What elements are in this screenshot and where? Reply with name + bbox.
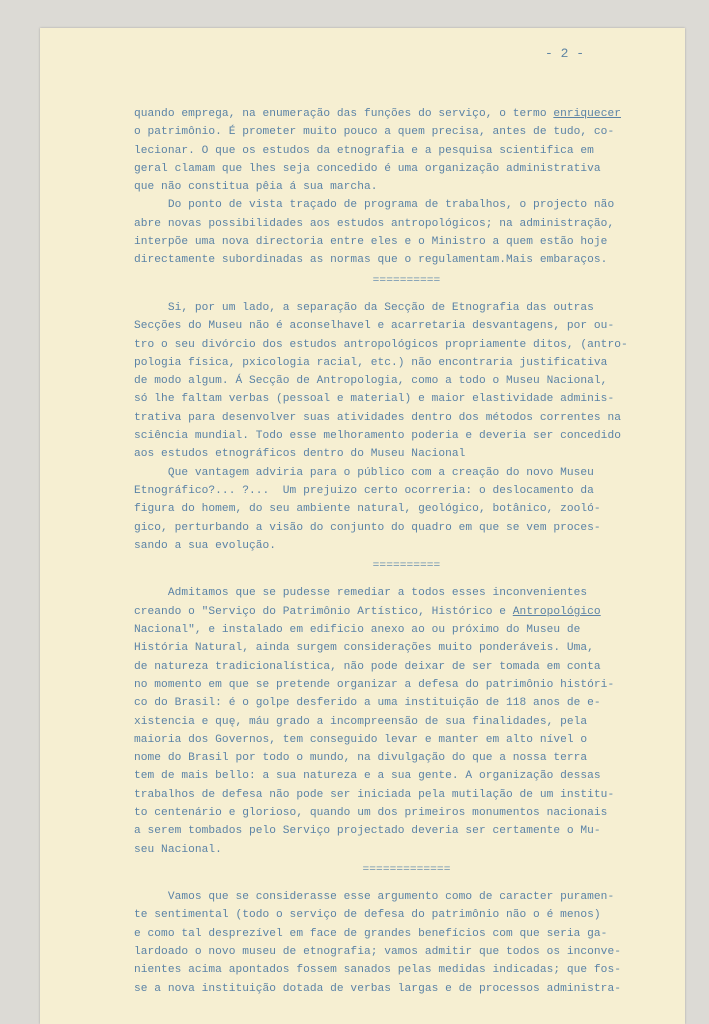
- text-run: que não constitua pêia á sua marcha.: [134, 181, 378, 194]
- text-line: [134, 537, 679, 555]
- text-line: [134, 251, 679, 269]
- text-run: e como tal desprezível em face de grandes benefícios com que seria ga-: [134, 927, 608, 940]
- paragraph: [134, 196, 679, 269]
- text-run: de modo algum. Á Secção de Antropologia, como a todo o Museu Nacional,: [134, 375, 608, 388]
- text-line: [134, 105, 679, 123]
- text-run: Que vantagem adviria para o público com a creação do novo Museu: [134, 466, 594, 479]
- text-run: interpõe uma nova directoria entre eles e o Ministro a quem estão hoje: [134, 236, 608, 249]
- text-run: te sentimental (todo o serviço de defesa do patrimônio não o é menos): [134, 909, 601, 922]
- text-run: co do Brasil: é o golpe desferido a uma instituição de 118 anos de e-: [134, 697, 601, 710]
- text-line: [134, 621, 679, 639]
- text-line: [134, 943, 679, 961]
- text-line: [134, 142, 679, 160]
- text-run: no momento em que se pretende organizar a defesa do patrimônio históri-: [134, 678, 615, 691]
- text-run: seu Nacional.: [134, 843, 222, 856]
- text-run: de natureza tradicionalística, não pode deixar de ser tomada em conta: [134, 660, 601, 673]
- text-run: a serem tombados pelo Serviço projectado deveria ser certamente o Mu-: [134, 825, 601, 838]
- page-number: - 2 -: [545, 46, 585, 61]
- text-run: se a nova instituição dotada de verbas largas e de processos administra-: [134, 982, 621, 995]
- text-run: figura do homem, do seu ambiente natural, geológico, botânico, zooló-: [134, 503, 601, 516]
- text-run: gico, perturbando a visão do conjunto do quadro em que se vem proces-: [134, 521, 601, 534]
- text-run: lardoado o novo museu de etnografia; vamos admitir que todos os inconve-: [134, 946, 621, 959]
- text-run: Do ponto de vista traçado de programa de trabalhos, o projecto não: [134, 199, 615, 212]
- document-body: [134, 105, 679, 998]
- text-line: [134, 123, 679, 141]
- text-run: geral clamam que lhes seja concedido é uma organização administrativa: [134, 162, 601, 175]
- text-line: [134, 519, 679, 537]
- separator-marks: =============: [362, 863, 451, 876]
- text-run: lecionar. O que os estudos da etnografia e a pesquisa scientifica em: [134, 144, 594, 157]
- text-line: [134, 482, 679, 500]
- text-run: xistencia e quę, máu grado a incompreensão de sua finalidades, pela: [134, 715, 588, 728]
- text-line: [134, 354, 679, 372]
- separator-marks: ==========: [372, 274, 441, 287]
- text-line: [134, 233, 679, 251]
- text-line: [134, 409, 679, 427]
- text-line: [134, 317, 679, 335]
- text-line: [134, 888, 679, 906]
- underlined-word: Antropológico: [512, 605, 601, 618]
- text-run: creando o "Serviço do Patrimônio Artístico, Histórico e: [134, 605, 513, 618]
- text-line: [134, 215, 679, 233]
- paragraph: [134, 105, 679, 196]
- text-run: nome do Brasil por todo o mundo, na divulgação do que a nossa terra: [134, 752, 588, 765]
- text-line: [134, 980, 679, 998]
- text-line: [134, 841, 679, 859]
- separator-rule: [134, 272, 679, 290]
- text-line: [134, 767, 679, 785]
- text-run: Admitamos que se pudesse remediar a todos esses inconvenientes: [134, 587, 588, 600]
- text-line: [134, 676, 679, 694]
- text-line: [134, 906, 679, 924]
- text-line: [134, 822, 679, 840]
- text-run: Vamos que se considerasse esse argumento como de caracter puramen-: [134, 891, 615, 904]
- text-line: [134, 749, 679, 767]
- text-line: [134, 196, 679, 214]
- text-line: [134, 299, 679, 317]
- text-line: [134, 804, 679, 822]
- text-run: to centenário e glorioso, quando um dos primeiros monumentos nacionais: [134, 806, 608, 819]
- underlined-word: enriquecer: [553, 108, 621, 120]
- text-line: [134, 336, 679, 354]
- text-run: Nacional", e instalado em edificio anexo ao ou próximo do Museu de: [134, 624, 581, 637]
- text-run: nientes acima apontados fossem sanados pelas medidas indicadas; que fos-: [134, 964, 621, 977]
- text-line: [134, 961, 679, 979]
- text-line: [134, 372, 679, 390]
- text-run: o patrimônio. É prometer muito pouco a quem precisa, antes de tudo, co-: [134, 126, 615, 139]
- separator-rule: [134, 861, 679, 879]
- text-line: [134, 500, 679, 518]
- text-run: Si, por um lado, a separação da Secção de Etnografia das outras: [134, 301, 594, 314]
- text-line: [134, 390, 679, 408]
- paragraph: [134, 584, 679, 858]
- text-line: [134, 658, 679, 676]
- text-line: [134, 694, 679, 712]
- text-line: [134, 713, 679, 731]
- text-run: sciência mundial. Todo esse melhoramento poderia e deveria ser concedido: [134, 430, 621, 443]
- text-run: trabalhos de defesa não pode ser iniciada pela mutilação de um institu-: [134, 788, 615, 801]
- text-line: [134, 639, 679, 657]
- text-run: Etnográfico?... ?... Um prejuizo certo ocorreria: o deslocamento da: [134, 484, 594, 497]
- paragraph: [134, 299, 679, 555]
- text-line: [134, 464, 679, 482]
- text-run: Secções do Museu não é aconselhavel e acarretaria desvantagens, por ou-: [134, 320, 615, 333]
- text-run: tem de mais bello: a sua natureza e a sua gente. A organização dessas: [134, 770, 601, 783]
- text-line: [134, 445, 679, 463]
- text-run: aos estudos etnográficos dentro do Museu Nacional: [134, 448, 466, 461]
- text-line: [134, 603, 679, 621]
- text-run: maioria dos Governos, tem conseguido levar e manter em alto nível o: [134, 733, 588, 746]
- separator-marks: ==========: [372, 560, 441, 573]
- text-run: pologia física, pxicologia racial, etc.) não encontraria justificativa: [134, 356, 608, 369]
- separator-rule: [134, 557, 679, 575]
- text-run: História Natural, ainda surgem considerações muito ponderáveis. Uma,: [134, 642, 594, 655]
- text-run: sando a sua evolução.: [134, 539, 277, 552]
- text-line: [134, 178, 679, 196]
- paragraph: [134, 888, 679, 998]
- text-run: trativa para desenvolver suas atividades dentro dos métodos correntes na: [134, 411, 621, 424]
- text-run: abre novas possibilidades aos estudos antropológicos; na administração,: [134, 217, 615, 230]
- text-line: [134, 160, 679, 178]
- text-run: directamente subordinadas as normas que o regulamentam.Mais embaraços.: [134, 254, 608, 267]
- text-line: [134, 925, 679, 943]
- text-line: [134, 584, 679, 602]
- text-run: quando emprega, na enumeração das funções do serviço, o termo: [134, 108, 554, 120]
- text-line: [134, 427, 679, 445]
- text-line: [134, 731, 679, 749]
- text-run: tro o seu divórcio dos estudos antropológicos propriamente ditos, (antro-: [134, 338, 628, 351]
- text-line: [134, 786, 679, 804]
- text-run: só lhe faltam verbas (pessoal e material) e maior elastividade adminis-: [134, 393, 615, 406]
